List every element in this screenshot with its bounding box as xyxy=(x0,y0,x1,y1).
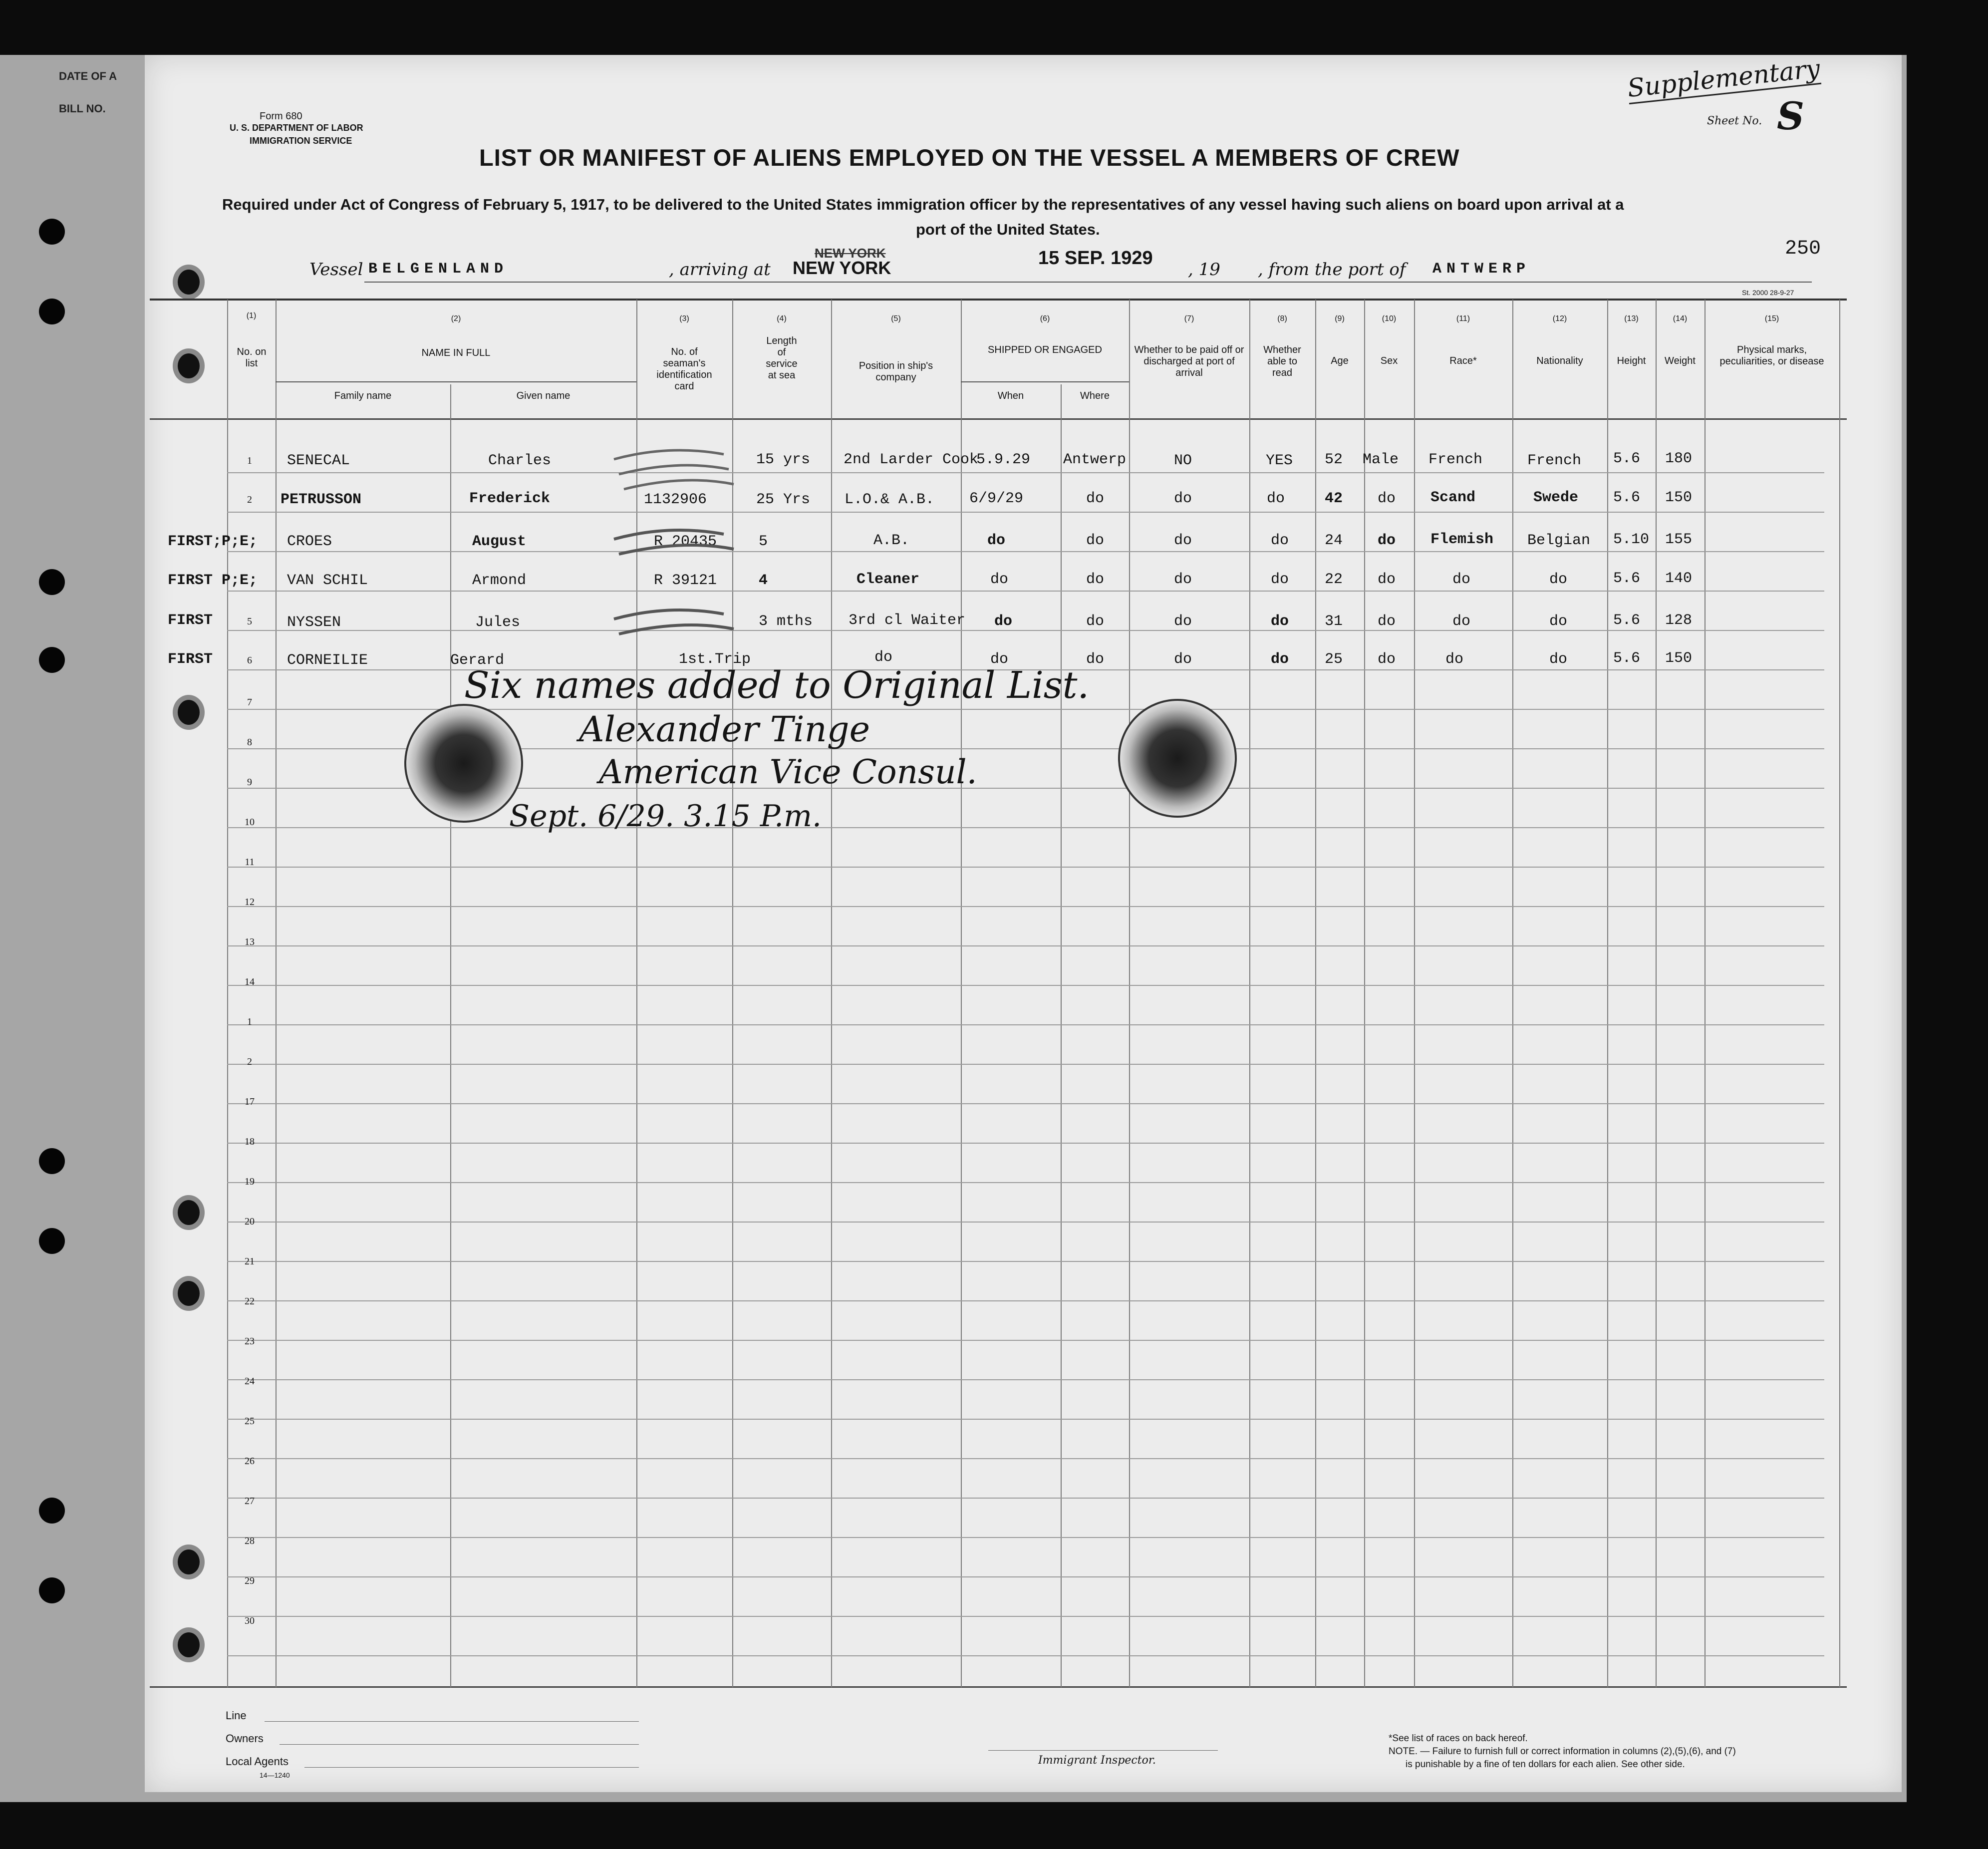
footer-agents-code: 14—1240 xyxy=(260,1771,290,1779)
form-department: U. S. DEPARTMENT OF LABOR xyxy=(230,123,363,133)
row-number: 12 xyxy=(245,897,255,908)
row-number: 25 xyxy=(245,1416,255,1427)
annotation-consul-title: American Vice Consul. xyxy=(599,753,977,791)
row-number: 20 xyxy=(245,1216,255,1227)
column-divider xyxy=(1414,300,1415,1687)
row-number: 7 xyxy=(247,697,252,708)
column-divider xyxy=(450,384,451,1687)
row-number: 10 xyxy=(245,817,255,828)
row-rule xyxy=(227,1143,1824,1144)
row-number: 24 xyxy=(245,1376,255,1387)
cell-race: do xyxy=(1445,651,1464,668)
supplementary-note: Supplementary xyxy=(1626,54,1822,104)
page-title: LIST OR MANIFEST OF ALIENS EMPLOYED ON THE VESSEL A MEMBERS OF CREW xyxy=(479,144,1460,171)
cell-weight: 150 xyxy=(1665,489,1693,506)
cell-when: 6/9/29 xyxy=(969,490,1024,507)
cell-position: do xyxy=(874,649,893,666)
column-divider xyxy=(1704,300,1705,1687)
row-number: 22 xyxy=(245,1296,255,1307)
cell-race: Scand xyxy=(1430,489,1476,506)
cell-race: Flemish xyxy=(1430,531,1494,548)
cell-card: R 39121 xyxy=(654,572,717,589)
vessel-label: Vessel xyxy=(309,260,363,280)
row-rule xyxy=(227,512,1824,513)
footer-owners-rule xyxy=(280,1744,639,1745)
column-divider xyxy=(276,300,277,1687)
row-rule xyxy=(227,1616,1824,1617)
column-header-race: Race* xyxy=(1449,355,1477,366)
binder-hole xyxy=(178,1549,200,1574)
sheet-label: Sheet No. xyxy=(1707,115,1762,127)
cell-given: Jules xyxy=(475,614,521,631)
binder-hole xyxy=(178,353,200,378)
cell-family: NYSSEN xyxy=(287,614,341,631)
cell-paid: do xyxy=(1174,571,1192,588)
cell-sex: do xyxy=(1378,571,1396,588)
cell-sex: Male xyxy=(1363,451,1399,468)
column-divider xyxy=(831,300,832,1687)
cell-service: 5 xyxy=(759,533,768,550)
column-header-no: No. on list xyxy=(237,346,267,369)
row-rule xyxy=(227,1103,1824,1104)
cell-position: Cleaner xyxy=(856,571,920,588)
row-rule xyxy=(227,1024,1824,1025)
row-number: 6 xyxy=(247,655,252,666)
page-subtitle-1: Required under Act of Congress of February 5, 1917, to be delivered to the United States immigration officer by the representatives of any vessel having such aliens on board upon arrival at a xyxy=(222,196,1624,213)
cell-position: 3rd cl Waiter xyxy=(849,612,966,629)
cell-height: 5.6 xyxy=(1613,450,1641,467)
from-port: ANTWERP xyxy=(1432,261,1531,278)
cell-sex: do xyxy=(1378,532,1396,549)
cell-nationality: Swede xyxy=(1533,489,1579,506)
column-number: (1) xyxy=(246,311,257,320)
cell-height: 5.6 xyxy=(1613,612,1641,629)
column-number: (5) xyxy=(891,314,901,323)
cell-nationality: Belgian xyxy=(1527,532,1591,549)
page-subtitle-2: port of the United States. xyxy=(916,221,1100,238)
row-number: 1 xyxy=(247,455,252,466)
column-header-nationality: Nationality xyxy=(1536,355,1583,366)
column-number: (14) xyxy=(1673,314,1688,323)
annotation-date-time: Sept. 6/29. 3.15 P.m. xyxy=(509,799,822,834)
column-header-physical: Physical marks, peculiarities, or disease xyxy=(1719,344,1824,367)
cell-where: do xyxy=(1086,651,1105,668)
row-rule xyxy=(227,1300,1824,1301)
cell-paid: do xyxy=(1174,651,1192,668)
footer-line-rule xyxy=(265,1721,639,1722)
cell-where: do xyxy=(1086,532,1105,549)
cell-weight: 155 xyxy=(1665,531,1693,548)
cell-race: do xyxy=(1452,613,1471,630)
cell-family: PETRUSSON xyxy=(281,491,362,508)
row-rule xyxy=(227,1182,1824,1183)
cell-read: do xyxy=(1267,490,1285,507)
sheet-number: S xyxy=(1777,94,1804,138)
column-number: (6) xyxy=(1040,314,1050,323)
cell-paid: do xyxy=(1174,613,1192,630)
row-number: 9 xyxy=(247,777,252,788)
footer-agents-rule xyxy=(304,1767,639,1768)
cell-family: SENECAL xyxy=(287,452,350,469)
cell-when: do xyxy=(987,532,1006,549)
row-rule xyxy=(227,945,1824,946)
cell-when: do xyxy=(994,613,1013,630)
column-number: (12) xyxy=(1552,314,1567,323)
shipped-header-rule xyxy=(961,381,1129,382)
cell-height: 5.6 xyxy=(1613,570,1641,587)
cell-family: VAN SCHIL xyxy=(287,572,368,589)
page-number: 250 xyxy=(1785,238,1821,260)
row-rule xyxy=(227,1222,1824,1223)
row-rule xyxy=(227,630,1824,631)
cell-where: do xyxy=(1086,571,1105,588)
cell-margin-note: FIRST P;E; xyxy=(168,572,258,589)
cell-sex: do xyxy=(1378,651,1396,668)
row-number: 11 xyxy=(245,857,255,868)
column-header-card: No. of seaman's identification card xyxy=(656,346,712,392)
binder-hole xyxy=(178,1281,200,1306)
form-number: Form 680 xyxy=(260,111,302,122)
column-header-position: Position in ship's company xyxy=(858,360,933,383)
footer-inspector-label: Immigrant Inspector. xyxy=(1038,1754,1156,1767)
cell-height: 5.10 xyxy=(1613,531,1650,548)
cell-given: Frederick xyxy=(469,490,551,507)
column-header-service: Length of service at sea xyxy=(766,335,798,381)
top-left-label-date: DATE OF A xyxy=(59,70,117,82)
binder-hole xyxy=(39,219,65,245)
cell-sex: do xyxy=(1378,613,1396,630)
row-rule xyxy=(227,1537,1824,1538)
cell-nationality: French xyxy=(1527,452,1582,469)
column-number: (4) xyxy=(777,314,787,323)
cell-service: 4 xyxy=(759,572,768,589)
cell-given: Charles xyxy=(488,452,552,469)
row-number: 27 xyxy=(245,1496,255,1507)
cell-where: do xyxy=(1086,613,1105,630)
footer-note-penalty-2: is punishable by a fine of ten dollars for each alien. See other side. xyxy=(1406,1759,1685,1770)
cell-age: 31 xyxy=(1325,613,1343,630)
footer-note-races: *See list of races on back hereof. xyxy=(1389,1733,1528,1744)
cell-position: 2nd Larder Cook xyxy=(844,451,979,468)
subheader-family: Family name xyxy=(334,390,392,401)
cell-age: 25 xyxy=(1325,651,1343,668)
column-divider xyxy=(1656,300,1657,1687)
cell-service: 1st.Trip xyxy=(679,651,751,668)
column-divider xyxy=(1364,300,1365,1687)
column-number: (13) xyxy=(1624,314,1639,323)
binder-hole xyxy=(178,270,200,295)
cell-position: L.O.& A.B. xyxy=(845,491,935,508)
row-number: 2 xyxy=(247,494,252,505)
row-number: 1 xyxy=(247,1016,252,1027)
cell-paid: do xyxy=(1174,490,1192,507)
row-number: 28 xyxy=(245,1536,255,1546)
arrival-port-struck: NEW YORK xyxy=(815,246,886,261)
binder-hole xyxy=(178,1632,200,1657)
column-divider xyxy=(1607,300,1608,1687)
row-rule xyxy=(227,985,1824,986)
cell-weight: 180 xyxy=(1665,450,1693,467)
column-divider xyxy=(1839,300,1840,1687)
cell-margin-note: FIRST xyxy=(168,612,213,629)
subheader-when: When xyxy=(997,390,1024,401)
date-stamp: 15 SEP. 1929 xyxy=(1038,248,1153,269)
row-number: 18 xyxy=(245,1136,255,1147)
column-divider xyxy=(1315,300,1316,1687)
column-header-weight: Weight xyxy=(1665,355,1696,366)
cell-where: Antwerp xyxy=(1063,451,1127,468)
footer-agents-label: Local Agents xyxy=(226,1755,288,1768)
cell-paid: NO xyxy=(1174,452,1192,469)
vessel-underline xyxy=(364,282,1812,283)
row-number: 14 xyxy=(245,976,255,987)
binder-hole xyxy=(178,1200,200,1225)
cell-weight: 128 xyxy=(1665,612,1693,629)
column-divider xyxy=(1129,300,1130,1687)
binder-hole xyxy=(39,1228,65,1254)
column-number: (15) xyxy=(1764,314,1779,323)
name-header-rule xyxy=(276,381,636,382)
row-rule xyxy=(227,827,1824,828)
cell-family: CROES xyxy=(287,533,332,550)
cell-given: Armond xyxy=(472,572,527,589)
top-left-label-bill: BILL NO. xyxy=(59,102,106,115)
cell-service: 3 mths xyxy=(759,613,813,630)
cell-nationality: do xyxy=(1549,613,1568,630)
column-divider xyxy=(227,300,228,1687)
row-number: 8 xyxy=(247,737,252,748)
column-number: (9) xyxy=(1335,314,1345,323)
subheader-given: Given name xyxy=(516,390,570,401)
footer-note-penalty-1: NOTE. — Failure to furnish full or correct information in columns (2),(5),(6), and (7) xyxy=(1389,1746,1736,1757)
annotation-added-names: Six names added to Original List. xyxy=(464,664,1089,707)
column-number: (7) xyxy=(1184,314,1194,323)
binder-hole xyxy=(39,647,65,673)
form-service: IMMIGRATION SERVICE xyxy=(250,136,352,146)
row-rule xyxy=(227,906,1824,907)
column-divider xyxy=(961,300,962,1687)
cell-read: do xyxy=(1271,613,1289,630)
column-header-shipped: SHIPPED OR ENGAGED xyxy=(988,344,1102,355)
cell-nationality: do xyxy=(1549,651,1568,668)
column-header-age: Age xyxy=(1331,355,1349,366)
cell-race: do xyxy=(1452,571,1471,588)
row-number: 30 xyxy=(245,1615,255,1626)
cell-read: do xyxy=(1271,651,1289,668)
row-rule xyxy=(227,1261,1824,1262)
table-top-border xyxy=(150,299,1847,301)
row-number: 17 xyxy=(245,1096,255,1107)
cell-age: 52 xyxy=(1325,451,1343,468)
cell-service: 25 Yrs xyxy=(756,491,811,508)
row-rule xyxy=(227,551,1824,552)
column-divider xyxy=(1512,300,1513,1687)
column-number: (10) xyxy=(1382,314,1397,323)
cell-where: do xyxy=(1086,490,1105,507)
binder-hole xyxy=(39,1148,65,1174)
row-rule xyxy=(227,591,1824,592)
column-header-sex: Sex xyxy=(1380,355,1398,366)
cell-paid: do xyxy=(1174,532,1192,549)
row-rule xyxy=(227,472,1824,473)
column-header-paid: Whether to be paid off or discharged at port of arrival xyxy=(1134,344,1244,378)
pencil-scribble xyxy=(609,439,759,639)
form-code: St. 2000 28-9-27 xyxy=(1742,289,1794,297)
subheader-where: Where xyxy=(1080,390,1110,401)
row-rule xyxy=(227,1064,1824,1065)
row-number: 21 xyxy=(245,1256,255,1267)
cell-family: CORNEILIE xyxy=(287,652,368,669)
consular-seal-stamp xyxy=(404,704,523,823)
cell-nationality: do xyxy=(1549,571,1568,588)
row-number: 13 xyxy=(245,936,255,947)
cell-age: 22 xyxy=(1325,571,1343,588)
binder-hole xyxy=(39,1498,65,1524)
annotation-signature: Alexander Tinge xyxy=(579,709,870,750)
row-number: 2 xyxy=(247,1056,252,1067)
row-rule xyxy=(227,1655,1824,1656)
row-number: 5 xyxy=(247,616,252,627)
cell-when: do xyxy=(990,571,1009,588)
column-number: (3) xyxy=(679,314,689,323)
row-rule xyxy=(227,1498,1824,1499)
cell-read: do xyxy=(1271,571,1289,588)
consular-seal-stamp xyxy=(1118,699,1237,818)
cell-height: 5.6 xyxy=(1613,489,1641,506)
from-label: , from the port of xyxy=(1258,260,1406,280)
row-rule xyxy=(227,1340,1824,1341)
row-number: 26 xyxy=(245,1456,255,1467)
binder-hole xyxy=(178,700,200,725)
cell-when: do xyxy=(990,651,1009,668)
row-number: 19 xyxy=(245,1176,255,1187)
cell-margin-note: FIRST;P;E; xyxy=(168,533,258,550)
table-bottom-border xyxy=(150,1686,1847,1688)
arrival-port: NEW YORK xyxy=(793,258,891,278)
row-rule xyxy=(227,867,1824,868)
row-rule xyxy=(227,1419,1824,1420)
cell-sex: do xyxy=(1378,490,1396,507)
year-label: , 19 xyxy=(1188,260,1220,280)
footer-owners-label: Owners xyxy=(226,1732,264,1745)
cell-service: 15 yrs xyxy=(756,451,811,468)
cell-race: French xyxy=(1428,451,1483,468)
column-header-name: NAME IN FULL xyxy=(421,347,491,358)
cell-age: 42 xyxy=(1325,490,1343,507)
column-number: (2) xyxy=(451,314,461,323)
binder-hole xyxy=(39,299,65,324)
binder-hole xyxy=(39,1577,65,1603)
cell-age: 24 xyxy=(1325,532,1343,549)
row-rule xyxy=(227,1379,1824,1380)
cell-given: Gerard xyxy=(450,652,505,669)
cell-card: R 20435 xyxy=(654,533,717,550)
column-number: (8) xyxy=(1277,314,1287,323)
arriving-label: , arriving at xyxy=(669,260,771,280)
vessel-name: BELGENLAND xyxy=(368,261,509,278)
column-header-read: Whether able to read xyxy=(1263,344,1301,378)
cell-read: do xyxy=(1271,532,1289,549)
cell-weight: 150 xyxy=(1665,650,1693,667)
table-header-bottom-border xyxy=(150,418,1847,420)
cell-weight: 140 xyxy=(1665,570,1693,587)
column-header-height: Height xyxy=(1617,355,1646,366)
footer-line-label: Line xyxy=(226,1709,247,1722)
inspector-signature-rule xyxy=(988,1750,1218,1751)
cell-position: A.B. xyxy=(873,532,910,549)
column-number: (11) xyxy=(1456,314,1470,323)
row-rule xyxy=(227,1576,1824,1577)
binder-hole xyxy=(39,569,65,595)
cell-height: 5.6 xyxy=(1613,650,1641,667)
cell-read: YES xyxy=(1266,452,1293,469)
cell-card: 1132906 xyxy=(644,491,707,508)
column-divider xyxy=(1249,300,1250,1687)
column-divider xyxy=(1061,384,1062,1687)
cell-when: 5.9.29 xyxy=(976,451,1031,468)
cell-given: August xyxy=(472,533,527,550)
row-rule xyxy=(227,1458,1824,1459)
row-number: 29 xyxy=(245,1575,255,1586)
row-number: 23 xyxy=(245,1336,255,1347)
cell-margin-note: FIRST xyxy=(168,651,213,668)
